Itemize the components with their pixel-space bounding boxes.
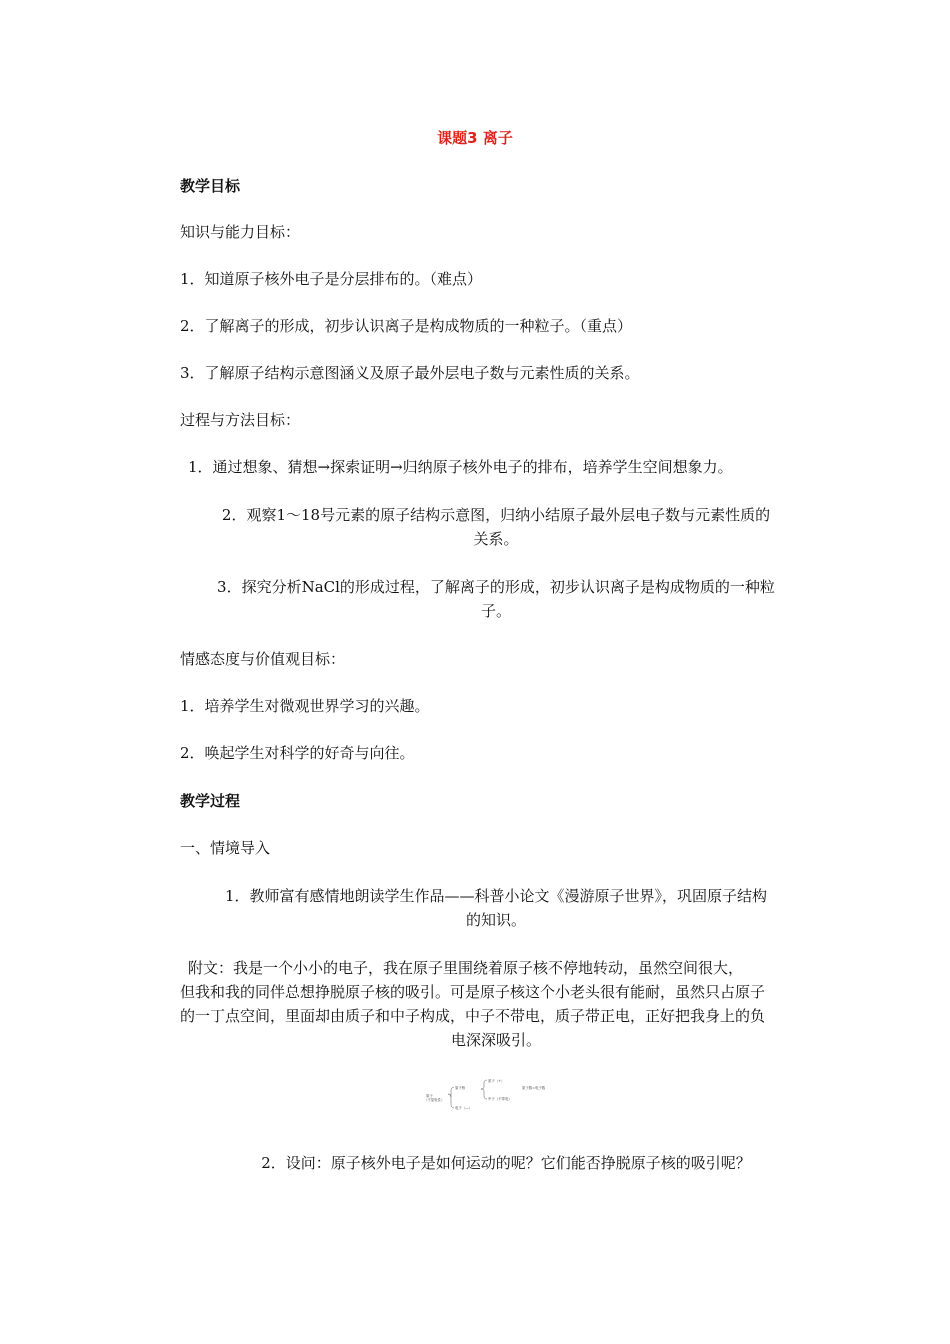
emotion-item-1: 1．培养学生对微观世界学习的兴趣。 bbox=[180, 697, 430, 715]
diagram-relation-label: 质子数=电子数 bbox=[522, 1086, 546, 1090]
diagram-electron-label: 电子（—） bbox=[455, 1106, 472, 1110]
process-item-2-line-2: 关系。 bbox=[473, 530, 519, 548]
process-item-2-line-1: 2．观察1～18号元素的原子结构示意图，归纳小结原子最外层电子数与元素性质的 bbox=[221, 506, 771, 524]
diagram-atom-label: 原子 bbox=[426, 1094, 433, 1098]
intro-item-1-line-1: 1．教师富有感情地朗读学生作品——科普小论文《漫游原子世界》，巩固原子结构 bbox=[224, 887, 768, 905]
process-item-3-line-2: 子。 bbox=[480, 602, 511, 620]
diagram-brace-atom bbox=[448, 1087, 454, 1108]
essay-line-2: 但我和我的同伴总想挣脱原子核的吸引。可是原子核这个小老头很有能耐，虽然只占原子 bbox=[180, 983, 766, 1001]
emotion-goals-heading: 情感态度与价值观目标： bbox=[180, 650, 346, 668]
intro-heading: 一、情境导入 bbox=[180, 839, 271, 857]
knowledge-item-1: 1．知道原子核外电子是分层排布的。（难点） bbox=[180, 270, 483, 288]
essay-line-3: 的一丁点空间，里面却由质子和中子构成，中子不带电，质子带正电，正好把我身上的负 bbox=[180, 1007, 766, 1025]
diagram-brace-nucleus bbox=[481, 1080, 487, 1099]
diagram-atom-note: （不显电性） bbox=[424, 1098, 445, 1102]
emotion-item-2: 2．唤起学生对科学的好奇与向往。 bbox=[180, 744, 415, 762]
document-title: 课题3 离子 bbox=[437, 129, 513, 147]
process-item-3-line-1: 3．探究分析NaCl的形成过程，了解离子的形成，初步认识离子是构成物质的一种粒 bbox=[217, 578, 775, 596]
knowledge-item-3: 3．了解原子结构示意图涵义及原子最外层电子数与元素性质的关系。 bbox=[180, 364, 640, 382]
process-item-1: 1．通过想象、猜想→探索证明→归纳原子核外电子的排布，培养学生空间想象力。 bbox=[188, 458, 733, 476]
essay-line-1: 附文：我是一个小小的电子，我在原子里围绕着原子核不停地转动，虽然空间很大， bbox=[188, 959, 744, 977]
diagram-neutron-label: 中子（不带电） bbox=[488, 1097, 512, 1101]
essay-line-4: 电深深吸引。 bbox=[450, 1031, 541, 1049]
knowledge-goals-heading: 知识与能力目标： bbox=[180, 223, 301, 241]
teaching-process-heading: 教学过程 bbox=[180, 792, 241, 810]
diagram-nucleus-label: 原子核 bbox=[455, 1086, 466, 1090]
process-goals-heading: 过程与方法目标： bbox=[180, 411, 301, 429]
teaching-goals-heading: 教学目标 bbox=[180, 177, 241, 195]
diagram-proton-label: 质子（+） bbox=[488, 1079, 505, 1083]
atom-structure-diagram bbox=[424, 1077, 564, 1111]
intro-item-1-line-2: 的知识。 bbox=[465, 911, 526, 929]
knowledge-item-2: 2．了解离子的形成，初步认识离子是构成物质的一种粒子。（重点） bbox=[180, 317, 633, 335]
intro-item-2: 2．设问：原子核外电子是如何运动的呢？它们能否挣脱原子核的吸引呢？ bbox=[261, 1154, 751, 1172]
